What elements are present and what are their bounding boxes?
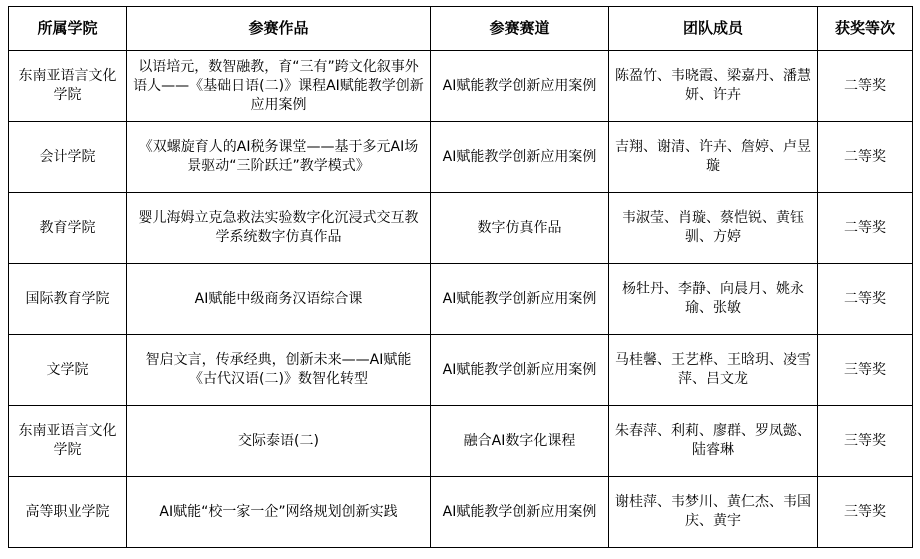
cell-award: 二等奖 <box>818 51 913 122</box>
cell-work: 交际泰语(二) <box>127 406 431 477</box>
cell-award: 三等奖 <box>818 406 913 477</box>
table-row <box>9 51 913 122</box>
header-track: 参赛赛道 <box>431 7 609 51</box>
cell-award: 二等奖 <box>818 264 913 335</box>
cell-college: 会计学院 <box>9 122 127 193</box>
header-row <box>9 7 913 51</box>
cell-award: 二等奖 <box>818 193 913 264</box>
cell-award: 三等奖 <box>818 335 913 406</box>
cell-award: 二等奖 <box>818 122 913 193</box>
cell-track: AI赋能教学创新应用案例 <box>431 264 609 335</box>
cell-work: 以语培元，数智融教，育“三有”跨文化叙事外语人——《基础日语(二)》课程AI赋能教学创新应用案例 <box>127 51 431 122</box>
cell-work: 《双螺旋育人的AI税务课堂——基于多元AI场景驱动“三阶跃迁”教学模式》 <box>127 122 431 193</box>
cell-work: 智启文言，传承经典，创新未来——AI赋能《古代汉语(二)》数智化转型 <box>127 335 431 406</box>
cell-track: AI赋能教学创新应用案例 <box>431 335 609 406</box>
awards-table <box>8 6 913 548</box>
header-members: 团队成员 <box>609 7 818 51</box>
header-award: 获奖等次 <box>818 7 913 51</box>
cell-members: 韦淑莹、肖璇、蔡恺锐、黄钰驯、方婷 <box>609 193 818 264</box>
header-work: 参赛作品 <box>127 7 431 51</box>
cell-work: AI赋能“校一家一企”网络规划创新实践 <box>127 477 431 548</box>
header-college: 所属学院 <box>9 7 127 51</box>
cell-members: 陈盈竹、韦晓霞、梁嘉丹、潘慧妍、许卉 <box>609 51 818 122</box>
cell-track: AI赋能教学创新应用案例 <box>431 477 609 548</box>
cell-track: AI赋能教学创新应用案例 <box>431 122 609 193</box>
cell-work: 婴儿海姆立克急救法实验数字化沉浸式交互教学系统数字仿真作品 <box>127 193 431 264</box>
table-row <box>9 264 913 335</box>
cell-work: AI赋能中级商务汉语综合课 <box>127 264 431 335</box>
cell-members: 谢桂萍、韦梦川、黄仁杰、韦国庆、黄宇 <box>609 477 818 548</box>
cell-award: 三等奖 <box>818 477 913 548</box>
cell-track: AI赋能教学创新应用案例 <box>431 51 609 122</box>
table-row <box>9 477 913 548</box>
cell-college: 教育学院 <box>9 193 127 264</box>
table-row <box>9 193 913 264</box>
cell-members: 吉翔、谢清、许卉、詹婷、卢昱璇 <box>609 122 818 193</box>
cell-members: 马桂馨、王艺桦、王晗玥、凌雪萍、吕文龙 <box>609 335 818 406</box>
cell-track: 融合AI数字化课程 <box>431 406 609 477</box>
cell-college: 国际教育学院 <box>9 264 127 335</box>
cell-college: 东南亚语言文化学院 <box>9 51 127 122</box>
cell-track: 数字仿真作品 <box>431 193 609 264</box>
cell-members: 杨牡丹、李静、向晨月、姚永瑜、张敏 <box>609 264 818 335</box>
cell-college: 东南亚语言文化学院 <box>9 406 127 477</box>
table-row <box>9 122 913 193</box>
table-row <box>9 335 913 406</box>
cell-college: 高等职业学院 <box>9 477 127 548</box>
table-row <box>9 406 913 477</box>
cell-members: 朱春萍、利莉、廖群、罗凤懿、陆睿琳 <box>609 406 818 477</box>
cell-college: 文学院 <box>9 335 127 406</box>
